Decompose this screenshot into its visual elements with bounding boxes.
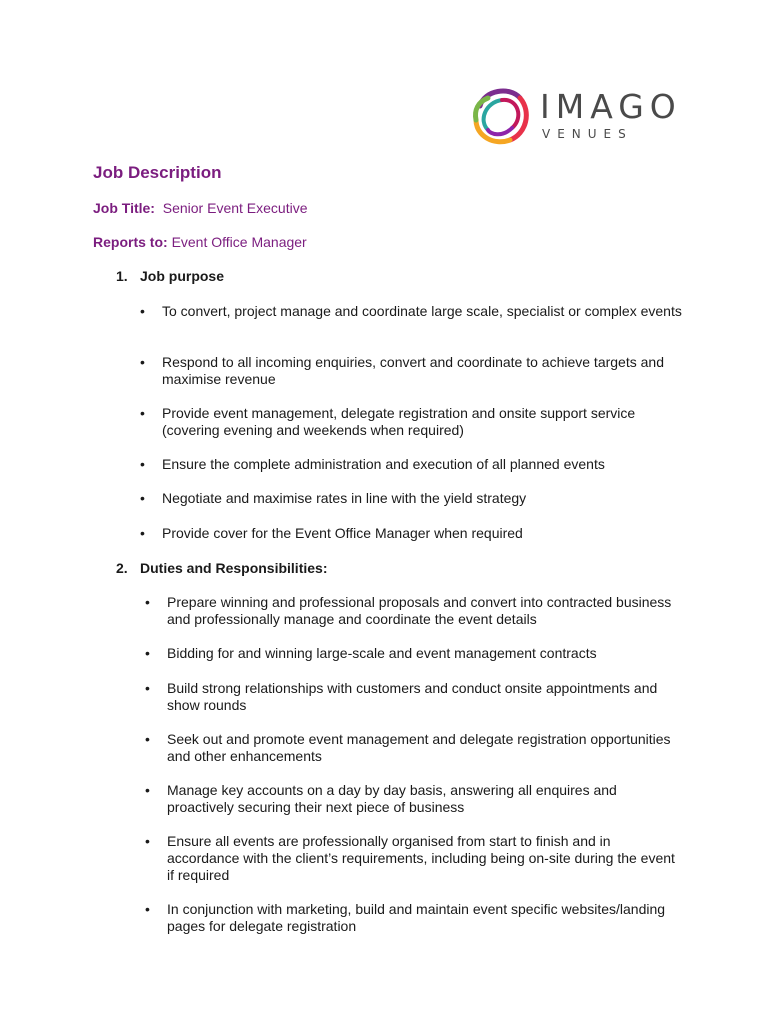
document-title: Job Description bbox=[93, 163, 222, 182]
bullet-icon: • bbox=[140, 405, 145, 421]
section-heading-duties bbox=[116, 560, 327, 576]
list-item bbox=[145, 833, 682, 884]
bullet-icon: • bbox=[140, 525, 145, 541]
section-number: 1. bbox=[116, 268, 128, 284]
list-item-text: Prepare winning and professional proposals and convert into contracted business and professionally manage and coordinate the event details bbox=[167, 594, 672, 627]
logo-mark-icon bbox=[470, 84, 532, 146]
list-item bbox=[145, 782, 682, 816]
reports-to-value: Event Office Manager bbox=[171, 234, 307, 250]
list-item bbox=[145, 594, 682, 628]
list-item-text: Ensure the complete administration and execution of all planned events bbox=[162, 456, 605, 472]
list-item-text: Bidding for and winning large-scale and event management contracts bbox=[167, 645, 597, 661]
bullet-icon: • bbox=[140, 456, 145, 472]
bullet-icon: • bbox=[145, 731, 150, 747]
list-item-text: Seek out and promote event management and delegate registration opportunities and other enhancements bbox=[167, 731, 671, 764]
bullet-icon: • bbox=[145, 594, 150, 610]
list-item bbox=[140, 456, 682, 473]
list-item-text: Build strong relationships with customers and conduct onsite appointments and show rounds bbox=[167, 680, 658, 713]
imago-venues-logo bbox=[470, 84, 690, 150]
bullet-icon: • bbox=[145, 645, 150, 661]
logo-wordmark: IMAGO bbox=[540, 87, 682, 126]
list-item bbox=[140, 525, 682, 542]
bullet-icon: • bbox=[145, 782, 150, 798]
list-item-text: Provide event management, delegate registration and onsite support service (covering evening and weekends when required) bbox=[162, 405, 636, 438]
bullet-icon: • bbox=[145, 833, 150, 849]
list-item bbox=[140, 303, 682, 320]
list-item bbox=[140, 490, 682, 507]
job-title-value: Senior Event Executive bbox=[162, 200, 308, 216]
list-item bbox=[140, 405, 682, 439]
list-item-text: Ensure all events are professionally organised from start to finish and in accordance with the client’s requirements, including being on-site during the event if required bbox=[167, 833, 675, 883]
list-item-text: Respond to all incoming enquiries, convert and coordinate to achieve targets and maximise revenue bbox=[162, 354, 664, 387]
bullet-icon: • bbox=[145, 901, 150, 917]
section-heading-text: Duties and Responsibilities: bbox=[140, 560, 328, 576]
bullet-icon: • bbox=[140, 354, 145, 370]
reports-to-line bbox=[93, 234, 307, 250]
job-title-line bbox=[93, 200, 308, 216]
section-heading-text: Job purpose bbox=[140, 268, 225, 284]
list-item bbox=[145, 680, 682, 714]
section-number: 2. bbox=[116, 560, 128, 576]
list-item-text: In conjunction with marketing, build and maintain event specific websites/landing pages for delegate registration bbox=[167, 901, 666, 934]
bullet-icon: • bbox=[140, 303, 145, 319]
job-title-label: Job Title: bbox=[93, 200, 155, 216]
reports-to-label: Reports to: bbox=[93, 234, 168, 250]
list-item bbox=[145, 901, 682, 935]
section-heading-job-purpose bbox=[116, 268, 224, 284]
list-item-text: Negotiate and maximise rates in line with the yield strategy bbox=[162, 490, 527, 506]
list-item-text: To convert, project manage and coordinate large scale, specialist or complex events bbox=[162, 303, 682, 319]
list-item bbox=[145, 645, 682, 662]
list-item-text: Provide cover for the Event Office Manager when required bbox=[162, 525, 523, 541]
list-item bbox=[140, 354, 682, 388]
bullet-icon: • bbox=[145, 680, 150, 696]
logo-subtext: VENUES bbox=[542, 127, 633, 141]
list-item-text: Manage key accounts on a day by day basis, answering all enquires and proactively securing their next piece of business bbox=[167, 782, 617, 815]
list-item bbox=[145, 731, 682, 765]
bullet-icon: • bbox=[140, 490, 145, 506]
